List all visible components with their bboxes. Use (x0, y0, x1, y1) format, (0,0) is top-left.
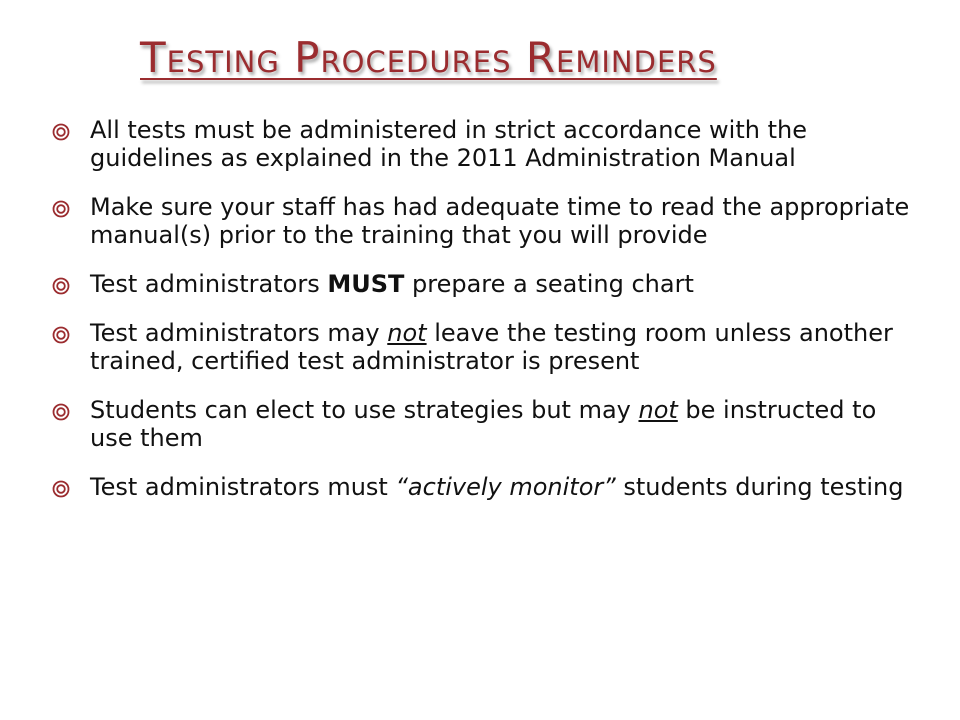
double-ring-bullet-icon (52, 200, 70, 218)
text-run: Test administrators must (90, 473, 396, 501)
emphasis-italic-underline: not (638, 396, 678, 424)
text-run: All tests must be administered in strict accordance with the guidelines as explained in the 2011 Administration Manual (90, 116, 807, 172)
bullet-item (52, 270, 922, 298)
bullet-text (90, 116, 922, 172)
text-run: leave the testing room unless another trained, certified test administrator is present (90, 319, 893, 375)
text-run: Test administrators may (90, 319, 388, 347)
bullet-item (52, 193, 922, 249)
bullet-list (52, 116, 922, 522)
bullet-text (90, 396, 922, 452)
bullet-item (52, 319, 922, 375)
bullet-item (52, 396, 922, 452)
emphasis-bold: MUST (327, 270, 405, 298)
double-ring-bullet-icon (52, 480, 70, 498)
text-run: Students can elect to use strategies but may (90, 396, 639, 424)
double-ring-bullet-icon (52, 277, 70, 295)
text-run: students during testing (615, 473, 904, 501)
bullet-item (52, 473, 922, 501)
double-ring-bullet-icon (52, 326, 70, 344)
double-ring-bullet-icon (52, 123, 70, 141)
emphasis-italic-underline: not (387, 319, 427, 347)
bullet-item (52, 116, 922, 172)
text-run: be instructed to use them (90, 396, 877, 452)
double-ring-bullet-icon (52, 403, 70, 421)
bullet-text (90, 193, 922, 249)
slide-title: Testing Procedures Reminders (140, 33, 717, 82)
bullet-text (90, 270, 694, 298)
bullet-text (90, 473, 903, 501)
bullet-text (90, 319, 922, 375)
text-run: Make sure your staff has had adequate time to read the appropriate manual(s) prior to the training that you will provide (90, 193, 910, 249)
text-run: prepare a seating chart (404, 270, 694, 298)
text-run: Test administrators (90, 270, 328, 298)
emphasis-italic: “actively monitor” (395, 473, 616, 501)
